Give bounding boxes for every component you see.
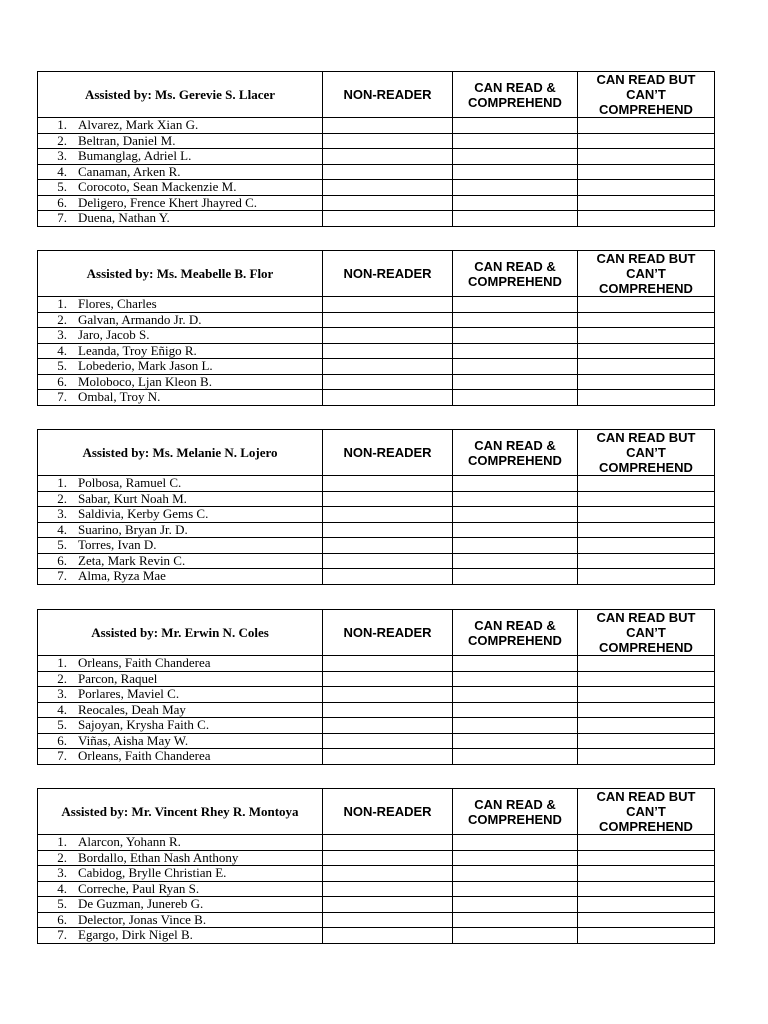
student-cell <box>38 656 323 672</box>
row-number: 2. <box>57 133 67 148</box>
student-cell <box>38 850 323 866</box>
rating-cell[interactable] <box>578 164 715 180</box>
rating-cell[interactable] <box>323 718 453 734</box>
student-name: Canaman, Arken R. <box>78 164 181 179</box>
row-number: 7. <box>57 210 67 226</box>
rating-cell[interactable] <box>323 881 453 897</box>
table-row <box>38 164 715 180</box>
rating-cell[interactable] <box>323 897 453 913</box>
rating-cell[interactable] <box>453 195 578 211</box>
rating-cell[interactable] <box>453 359 578 375</box>
row-number: 7. <box>57 748 67 764</box>
rating-cell[interactable] <box>453 897 578 913</box>
row-number: 6. <box>57 553 67 568</box>
row-number: 3. <box>57 686 67 702</box>
rating-cell[interactable] <box>453 569 578 585</box>
student-name: Viñas, Aisha May W. <box>78 733 189 748</box>
rating-cell[interactable] <box>453 733 578 749</box>
row-number: 5. <box>57 179 67 195</box>
student-cell <box>38 835 323 851</box>
student-name: Ombal, Troy N. <box>78 389 161 405</box>
student-cell <box>38 718 323 734</box>
rating-cell[interactable] <box>323 390 453 406</box>
assistant-header: Assisted by: Mr. Erwin N. Coles <box>38 610 323 656</box>
rating-cell[interactable] <box>323 835 453 851</box>
table-row <box>38 897 715 913</box>
student-name: Bordallo, Ethan Nash Anthony <box>78 850 239 865</box>
table-row <box>38 538 715 554</box>
student-cell <box>38 881 323 897</box>
table-row <box>38 390 715 406</box>
rating-cell[interactable] <box>453 118 578 134</box>
student-cell <box>38 507 323 523</box>
student-name: Alarcon, Yohann R. <box>78 834 181 850</box>
row-number: 1. <box>57 834 67 850</box>
row-number: 1. <box>57 475 67 491</box>
rating-cell[interactable] <box>578 343 715 359</box>
student-cell <box>38 671 323 687</box>
table-row <box>38 553 715 569</box>
student-name: Deligero, Frence Khert Jhayred C. <box>78 195 258 210</box>
table-row <box>38 118 715 134</box>
student-cell <box>38 195 323 211</box>
student-name: Sajoyan, Krysha Faith C. <box>78 717 210 733</box>
table-row <box>38 718 715 734</box>
rating-cell[interactable] <box>323 133 453 149</box>
row-number: 7. <box>57 389 67 405</box>
row-number: 3. <box>57 865 67 881</box>
student-name: Orleans, Faith Chanderea <box>78 748 211 764</box>
student-cell <box>38 928 323 944</box>
student-name: Porlares, Maviel C. <box>78 686 180 702</box>
row-number: 6. <box>57 195 67 210</box>
row-number: 2. <box>57 850 67 865</box>
student-name: Moloboco, Ljan Kleon B. <box>78 374 212 389</box>
assessment-table <box>37 71 715 227</box>
rating-cell[interactable] <box>323 149 453 165</box>
student-name: Alma, Ryza Mae <box>78 568 166 584</box>
table-row <box>38 491 715 507</box>
assistant-header: Assisted by: Ms. Meabelle B. Flor <box>38 251 323 297</box>
rating-cell[interactable] <box>578 211 715 227</box>
column-header: NON-READER <box>323 789 453 835</box>
rating-cell[interactable] <box>578 328 715 344</box>
table-header-row <box>38 789 715 835</box>
rating-cell[interactable] <box>323 164 453 180</box>
column-header: CAN READ BUT CAN’T COMPREHEND <box>578 251 715 297</box>
table-header-row <box>38 430 715 476</box>
column-header: CAN READ BUT CAN’T COMPREHEND <box>578 430 715 476</box>
student-name: Reocales, Deah May <box>78 702 186 717</box>
rating-cell[interactable] <box>578 133 715 149</box>
row-number: 4. <box>57 522 67 537</box>
student-name: Delector, Jonas Vince B. <box>78 912 207 927</box>
student-name: Bumanglag, Adriel L. <box>78 148 192 164</box>
column-header: CAN READ & COMPREHEND <box>453 430 578 476</box>
table-row <box>38 656 715 672</box>
table-row <box>38 359 715 375</box>
table-header-row <box>38 72 715 118</box>
student-name: Polbosa, Ramuel C. <box>78 475 182 491</box>
rating-cell[interactable] <box>578 866 715 882</box>
student-cell <box>38 118 323 134</box>
rating-cell[interactable] <box>578 522 715 538</box>
rating-cell[interactable] <box>453 522 578 538</box>
rating-cell[interactable] <box>453 164 578 180</box>
rating-cell[interactable] <box>323 866 453 882</box>
student-cell <box>38 390 323 406</box>
row-number: 1. <box>57 117 67 133</box>
table-row <box>38 569 715 585</box>
row-number: 3. <box>57 148 67 164</box>
table-row <box>38 733 715 749</box>
table-row <box>38 343 715 359</box>
rating-cell[interactable] <box>578 897 715 913</box>
row-number: 3. <box>57 506 67 522</box>
student-cell <box>38 164 323 180</box>
student-cell <box>38 211 323 227</box>
rating-cell[interactable] <box>323 476 453 492</box>
rating-cell[interactable] <box>578 671 715 687</box>
student-cell <box>38 553 323 569</box>
assistant-header: Assisted by: Mr. Vincent Rhey R. Montoya <box>38 789 323 835</box>
rating-cell[interactable] <box>578 733 715 749</box>
rating-cell[interactable] <box>453 835 578 851</box>
table-row <box>38 195 715 211</box>
student-cell <box>38 491 323 507</box>
rating-cell[interactable] <box>578 928 715 944</box>
student-cell <box>38 312 323 328</box>
student-name: Torres, Ivan D. <box>78 537 157 553</box>
rating-cell[interactable] <box>453 687 578 703</box>
column-header: CAN READ BUT CAN’T COMPREHEND <box>578 789 715 835</box>
student-cell <box>38 476 323 492</box>
student-name: Cabidog, Brylle Christian E. <box>78 865 227 881</box>
rating-cell[interactable] <box>578 297 715 313</box>
rating-cell[interactable] <box>323 180 453 196</box>
rating-cell[interactable] <box>323 538 453 554</box>
table-row <box>38 671 715 687</box>
rating-cell[interactable] <box>453 866 578 882</box>
row-number: 5. <box>57 537 67 553</box>
rating-cell[interactable] <box>323 850 453 866</box>
student-cell <box>38 897 323 913</box>
row-number: 4. <box>57 343 67 358</box>
row-number: 5. <box>57 896 67 912</box>
rating-cell[interactable] <box>578 553 715 569</box>
student-name: Sabar, Kurt Noah M. <box>78 491 187 506</box>
student-name: Parcon, Raquel <box>78 671 158 686</box>
rating-cell[interactable] <box>323 912 453 928</box>
row-number: 1. <box>57 296 67 312</box>
table-row <box>38 749 715 765</box>
row-number: 6. <box>57 374 67 389</box>
rating-cell[interactable] <box>453 881 578 897</box>
rating-cell[interactable] <box>578 538 715 554</box>
assessment-table <box>37 609 715 765</box>
column-header: CAN READ BUT CAN’T COMPREHEND <box>578 72 715 118</box>
rating-cell[interactable] <box>453 850 578 866</box>
student-name: Leanda, Troy Eñigo R. <box>78 343 197 358</box>
rating-cell[interactable] <box>578 881 715 897</box>
table-row <box>38 297 715 313</box>
row-number: 2. <box>57 671 67 686</box>
rating-cell[interactable] <box>323 749 453 765</box>
student-name: Saldivia, Kerby Gems C. <box>78 506 209 522</box>
rating-cell[interactable] <box>453 553 578 569</box>
rating-cell[interactable] <box>578 569 715 585</box>
table-row <box>38 507 715 523</box>
student-name: Alvarez, Mark Xian G. <box>78 117 199 133</box>
row-number: 6. <box>57 733 67 748</box>
column-header: CAN READ & COMPREHEND <box>453 251 578 297</box>
row-number: 4. <box>57 881 67 896</box>
rating-cell[interactable] <box>453 718 578 734</box>
table-row <box>38 211 715 227</box>
rating-cell[interactable] <box>578 718 715 734</box>
table-row <box>38 328 715 344</box>
student-name: Correche, Paul Ryan S. <box>78 881 200 896</box>
table-row <box>38 312 715 328</box>
rating-cell[interactable] <box>578 359 715 375</box>
rating-cell[interactable] <box>323 671 453 687</box>
student-cell <box>38 733 323 749</box>
table-row <box>38 702 715 718</box>
rating-cell[interactable] <box>453 671 578 687</box>
rating-cell[interactable] <box>323 211 453 227</box>
student-cell <box>38 702 323 718</box>
row-number: 2. <box>57 491 67 506</box>
student-name: Corocoto, Sean Mackenzie M. <box>78 179 237 195</box>
rating-cell[interactable] <box>578 118 715 134</box>
student-name: De Guzman, Junereb G. <box>78 896 204 912</box>
student-name: Lobederio, Mark Jason L. <box>78 358 213 374</box>
table-row <box>38 149 715 165</box>
rating-cell[interactable] <box>578 749 715 765</box>
student-cell <box>38 866 323 882</box>
rating-cell[interactable] <box>453 343 578 359</box>
column-header: CAN READ & COMPREHEND <box>453 610 578 656</box>
student-name: Beltran, Daniel M. <box>78 133 176 148</box>
rating-cell[interactable] <box>323 195 453 211</box>
column-header: NON-READER <box>323 610 453 656</box>
student-name: Suarino, Bryan Jr. D. <box>78 522 188 537</box>
table-header-row <box>38 610 715 656</box>
rating-cell[interactable] <box>453 656 578 672</box>
student-cell <box>38 180 323 196</box>
rating-cell[interactable] <box>323 569 453 585</box>
rating-cell[interactable] <box>578 656 715 672</box>
rating-cell[interactable] <box>323 553 453 569</box>
rating-cell[interactable] <box>453 749 578 765</box>
rating-cell[interactable] <box>578 374 715 390</box>
table-row <box>38 912 715 928</box>
row-number: 5. <box>57 358 67 374</box>
student-cell <box>38 297 323 313</box>
rating-cell[interactable] <box>578 702 715 718</box>
rating-cell[interactable] <box>453 328 578 344</box>
student-cell <box>38 343 323 359</box>
rating-cell[interactable] <box>323 359 453 375</box>
rating-cell[interactable] <box>323 687 453 703</box>
rating-cell[interactable] <box>323 928 453 944</box>
assessment-table <box>37 429 715 585</box>
column-header: NON-READER <box>323 251 453 297</box>
rating-cell[interactable] <box>578 850 715 866</box>
rating-cell[interactable] <box>578 687 715 703</box>
table-row <box>38 522 715 538</box>
rating-cell[interactable] <box>323 297 453 313</box>
student-cell <box>38 538 323 554</box>
row-number: 4. <box>57 164 67 179</box>
rating-cell[interactable] <box>453 312 578 328</box>
student-name: Flores, Charles <box>78 296 157 312</box>
rating-cell[interactable] <box>453 297 578 313</box>
column-header: NON-READER <box>323 430 453 476</box>
rating-cell[interactable] <box>323 522 453 538</box>
student-cell <box>38 687 323 703</box>
student-name: Jaro, Jacob S. <box>78 327 150 343</box>
student-cell <box>38 749 323 765</box>
row-number: 6. <box>57 912 67 927</box>
rating-cell[interactable] <box>323 312 453 328</box>
rating-cell[interactable] <box>453 912 578 928</box>
rating-cell[interactable] <box>578 312 715 328</box>
row-number: 7. <box>57 568 67 584</box>
rating-cell[interactable] <box>323 656 453 672</box>
assistant-header: Assisted by: Ms. Melanie N. Lojero <box>38 430 323 476</box>
row-number: 5. <box>57 717 67 733</box>
rating-cell[interactable] <box>453 538 578 554</box>
rating-cell[interactable] <box>323 374 453 390</box>
student-cell <box>38 359 323 375</box>
table-row <box>38 835 715 851</box>
rating-cell[interactable] <box>323 702 453 718</box>
rating-cell[interactable] <box>453 390 578 406</box>
rating-cell[interactable] <box>453 211 578 227</box>
table-row <box>38 687 715 703</box>
rating-cell[interactable] <box>578 390 715 406</box>
student-name: Orleans, Faith Chanderea <box>78 655 211 671</box>
student-name: Egargo, Dirk Nigel B. <box>78 927 193 943</box>
assessment-table <box>37 788 715 944</box>
student-name: Duena, Nathan Y. <box>78 210 170 226</box>
column-header: CAN READ BUT CAN’T COMPREHEND <box>578 610 715 656</box>
column-header: CAN READ & COMPREHEND <box>453 72 578 118</box>
assessment-table <box>37 250 715 406</box>
table-header-row <box>38 251 715 297</box>
student-cell <box>38 328 323 344</box>
rating-cell[interactable] <box>578 491 715 507</box>
rating-cell[interactable] <box>578 149 715 165</box>
student-cell <box>38 522 323 538</box>
rating-cell[interactable] <box>323 733 453 749</box>
rating-cell[interactable] <box>453 928 578 944</box>
assistant-header: Assisted by: Ms. Gerevie S. Llacer <box>38 72 323 118</box>
rating-cell[interactable] <box>323 328 453 344</box>
table-row <box>38 881 715 897</box>
student-cell <box>38 374 323 390</box>
student-cell <box>38 912 323 928</box>
row-number: 3. <box>57 327 67 343</box>
row-number: 4. <box>57 702 67 717</box>
rating-cell[interactable] <box>453 702 578 718</box>
rating-cell[interactable] <box>578 835 715 851</box>
table-row <box>38 133 715 149</box>
column-header: CAN READ & COMPREHEND <box>453 789 578 835</box>
rating-cell[interactable] <box>453 491 578 507</box>
row-number: 7. <box>57 927 67 943</box>
rating-cell[interactable] <box>578 912 715 928</box>
student-cell <box>38 569 323 585</box>
row-number: 1. <box>57 655 67 671</box>
row-number: 2. <box>57 312 67 327</box>
table-row <box>38 928 715 944</box>
student-name: Zeta, Mark Revin C. <box>78 553 186 568</box>
rating-cell[interactable] <box>578 195 715 211</box>
student-cell <box>38 133 323 149</box>
rating-cell[interactable] <box>323 507 453 523</box>
rating-cell[interactable] <box>578 476 715 492</box>
rating-cell[interactable] <box>323 491 453 507</box>
rating-cell[interactable] <box>578 507 715 523</box>
rating-cell[interactable] <box>453 133 578 149</box>
table-row <box>38 180 715 196</box>
student-name: Galvan, Armando Jr. D. <box>78 312 202 327</box>
student-cell <box>38 149 323 165</box>
table-row <box>38 850 715 866</box>
table-row <box>38 476 715 492</box>
rating-cell[interactable] <box>323 118 453 134</box>
rating-cell[interactable] <box>578 180 715 196</box>
column-header: NON-READER <box>323 72 453 118</box>
rating-cell[interactable] <box>323 343 453 359</box>
table-row <box>38 866 715 882</box>
rating-cell[interactable] <box>453 374 578 390</box>
rating-cell[interactable] <box>453 507 578 523</box>
table-row <box>38 374 715 390</box>
rating-cell[interactable] <box>453 180 578 196</box>
rating-cell[interactable] <box>453 149 578 165</box>
rating-cell[interactable] <box>453 476 578 492</box>
